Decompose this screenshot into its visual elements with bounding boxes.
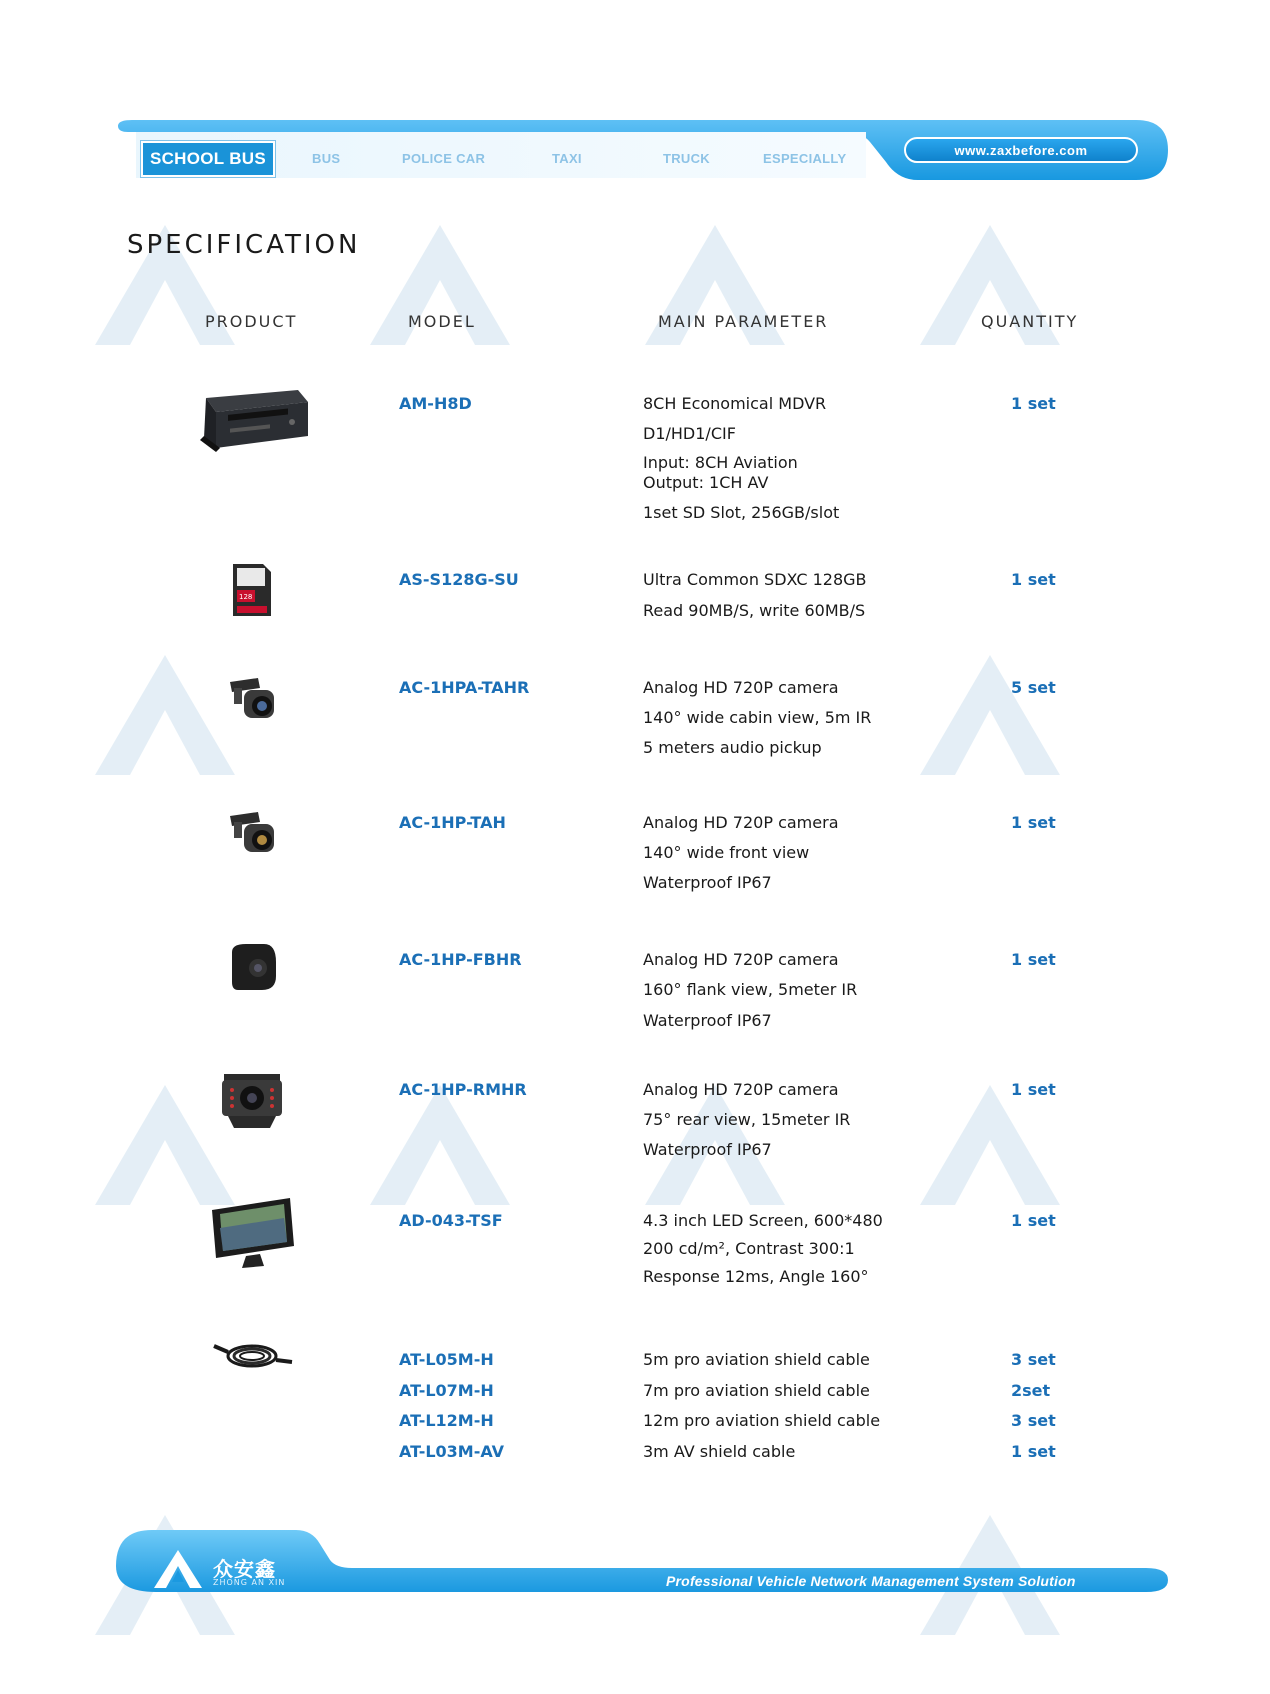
quantity-value: 1 set <box>1011 394 1056 413</box>
param-line: Input: 8CH Aviation <box>643 453 798 472</box>
param-line: 200 cd/m², Contrast 300:1 <box>643 1239 855 1258</box>
column-header-product: PRODUCT <box>205 312 298 331</box>
param-line: Waterproof IP67 <box>643 1140 772 1159</box>
quantity-value: 1 set <box>1011 570 1056 589</box>
quantity-value: 1 set <box>1011 813 1056 832</box>
param-line: Waterproof IP67 <box>643 1011 772 1030</box>
tab-bus[interactable]: BUS <box>312 151 341 166</box>
model-at-l05m-h: AT-L05M-H <box>399 1350 494 1369</box>
watermark-logo-icon <box>915 650 1065 780</box>
quantity-value: 1 set <box>1011 950 1056 969</box>
model-ac-1hpa-tahr: AC-1HPA-TAHR <box>399 678 530 697</box>
front-camera-icon <box>224 810 282 860</box>
watermark-logo-icon <box>365 1080 515 1210</box>
brand-name-en: ZHONG AN XIN <box>213 1578 286 1587</box>
model-ad-043-tsf: AD-043-TSF <box>399 1211 503 1230</box>
quantity-value: 5 set <box>1011 678 1056 697</box>
sd-card-label: 128 <box>239 593 253 601</box>
column-header-parameter: MAIN PARAMETER <box>658 312 829 331</box>
model-ac-1hp-tah: AC-1HP-TAH <box>399 813 506 832</box>
param-line: 12m pro aviation shield cable <box>643 1411 881 1430</box>
param-line: 140° wide front view <box>643 843 810 862</box>
tab-school-bus[interactable]: SCHOOL BUS <box>141 141 275 177</box>
watermark-logo-icon <box>90 650 240 780</box>
cabin-camera-icon <box>224 676 282 726</box>
param-line: Response 12ms, Angle 160° <box>643 1267 869 1286</box>
param-line: 140° wide cabin view, 5m IR <box>643 708 872 727</box>
param-line: 4.3 inch LED Screen, 600*480 <box>643 1211 883 1230</box>
brand-name-cn: 众安鑫 <box>213 1557 276 1581</box>
flank-camera-icon <box>228 942 278 994</box>
quantity-value: 1 set <box>1011 1211 1056 1230</box>
tab-taxi[interactable]: TAXI <box>552 151 582 166</box>
param-line: 75° rear view, 15meter IR <box>643 1110 851 1129</box>
param-line: Read 90MB/S, write 60MB/S <box>643 601 866 620</box>
model-ac-1hp-fbhr: AC-1HP-FBHR <box>399 950 522 969</box>
quantity-value: 2set <box>1011 1381 1051 1400</box>
rear-camera-icon <box>218 1070 286 1132</box>
model-ac-1hp-rmhr: AC-1HP-RMHR <box>399 1080 527 1099</box>
quantity-value: 3 set <box>1011 1411 1056 1430</box>
watermark-logo-icon <box>915 1080 1065 1210</box>
param-line: D1/HD1/CIF <box>643 424 736 443</box>
model-at-l12m-h: AT-L12M-H <box>399 1411 494 1430</box>
param-line: Analog HD 720P camera <box>643 813 839 832</box>
column-header-model: MODEL <box>408 312 476 331</box>
param-line: 160° flank view, 5meter IR <box>643 980 858 999</box>
sd-card-icon <box>231 562 273 618</box>
param-line: Ultra Common SDXC 128GB <box>643 570 867 589</box>
model-at-l07m-h: AT-L07M-H <box>399 1381 494 1400</box>
monitor-icon <box>206 1196 298 1268</box>
tab-truck[interactable]: TRUCK <box>663 151 710 166</box>
page-title: SPECIFICATION <box>127 230 361 260</box>
param-line: 1set SD Slot, 256GB/slot <box>643 503 840 522</box>
model-am-h8d: AM-H8D <box>399 394 472 413</box>
brand-logo-icon <box>152 1548 204 1590</box>
param-line: Analog HD 720P camera <box>643 950 839 969</box>
cable-coil-icon <box>212 1338 294 1374</box>
param-line: Output: 1CH AV <box>643 473 769 492</box>
model-as-s128g-su: AS-S128G-SU <box>399 570 519 589</box>
mdvr-device-icon <box>198 388 310 456</box>
tab-especially[interactable]: ESPECIALLY <box>763 151 847 166</box>
param-line: 5m pro aviation shield cable <box>643 1350 870 1369</box>
param-line: 8CH Economical MDVR <box>643 394 827 413</box>
quantity-value: 1 set <box>1011 1080 1056 1099</box>
tab-police-car[interactable]: POLICE CAR <box>402 151 486 166</box>
quantity-value: 3 set <box>1011 1350 1056 1369</box>
model-at-l03m-av: AT-L03M-AV <box>399 1442 505 1461</box>
param-line: 7m pro aviation shield cable <box>643 1381 870 1400</box>
param-line: Analog HD 720P camera <box>643 678 839 697</box>
param-line: Waterproof IP67 <box>643 873 772 892</box>
quantity-value: 1 set <box>1011 1442 1056 1461</box>
column-header-quantity: QUANTITY <box>981 312 1079 331</box>
footer-slogan: Professional Vehicle Network Management System Solution <box>666 1573 1076 1589</box>
param-line: 3m AV shield cable <box>643 1442 796 1461</box>
param-line: 5 meters audio pickup <box>643 738 822 757</box>
website-link[interactable]: www.zaxbefore.com <box>904 137 1138 163</box>
param-line: Analog HD 720P camera <box>643 1080 839 1099</box>
